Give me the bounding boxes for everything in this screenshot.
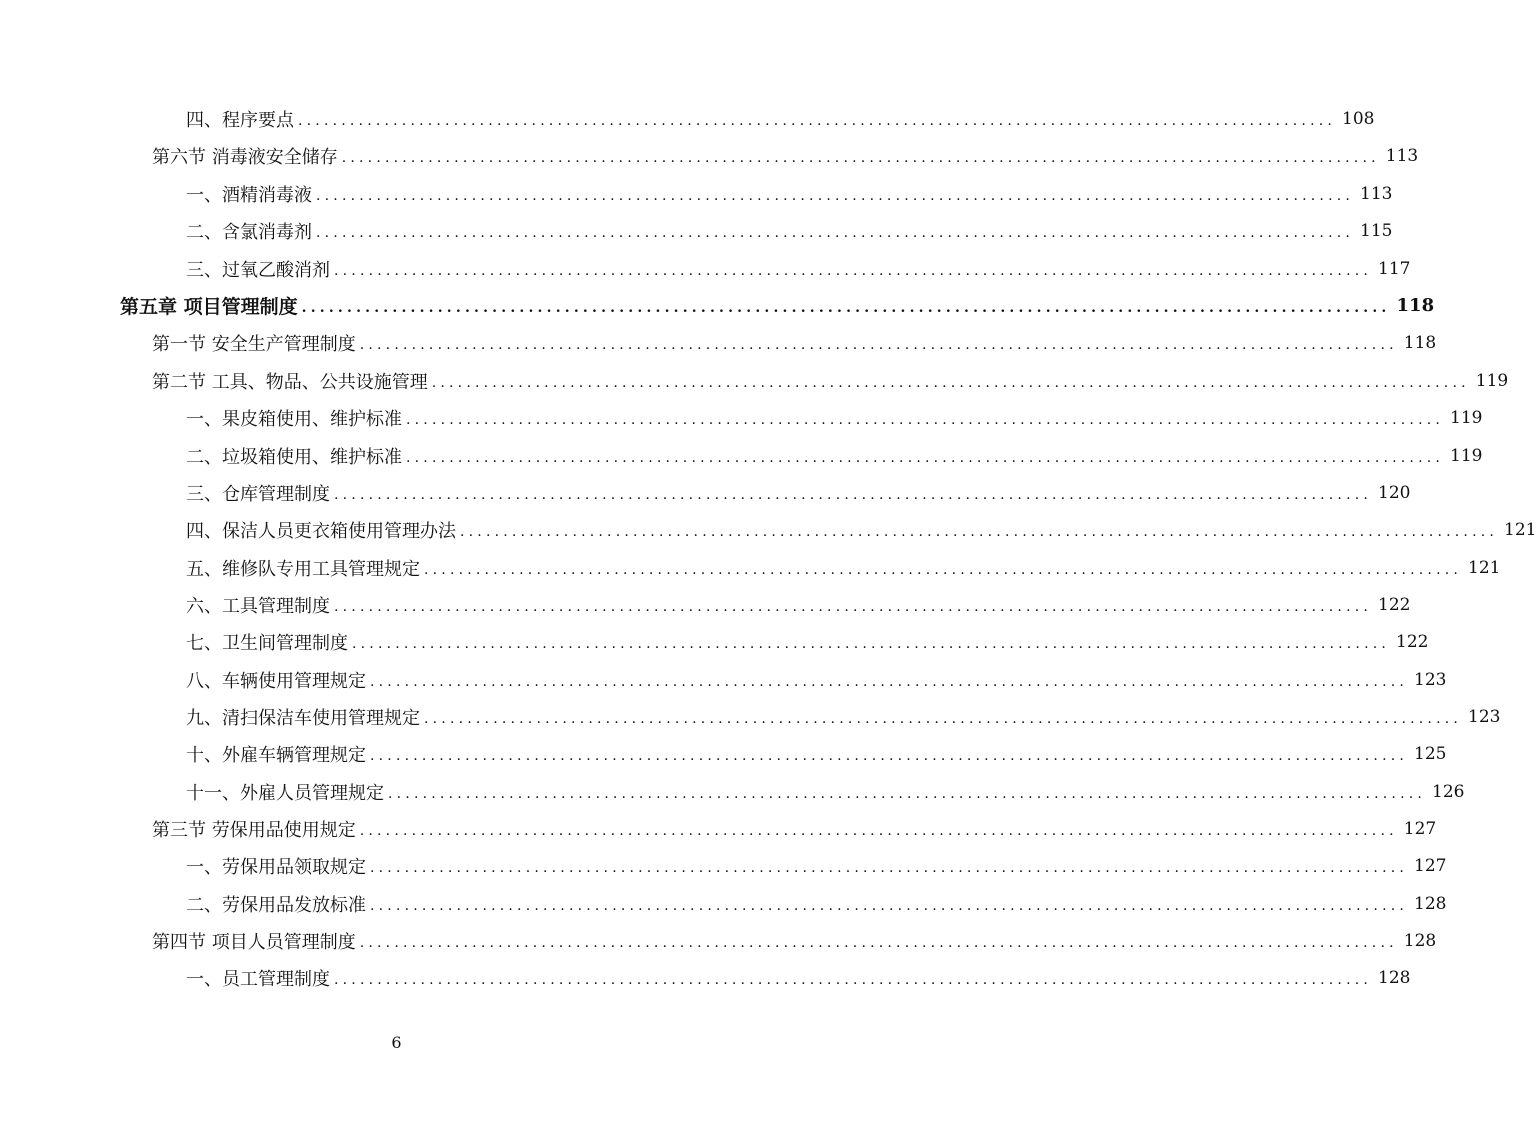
toc-entry-title: 三、过氧乙酸消剂 [186, 259, 330, 281]
toc-entry-item[interactable] [186, 400, 1483, 437]
toc-dot-leader: ........................................................................................................................ [359, 337, 1398, 353]
toc-dot-leader: ........................................................................................................................ [334, 262, 1373, 279]
toc-entry-page: 108 [1342, 108, 1375, 129]
toc-entry-page: 128 [1403, 930, 1437, 951]
toc-entry-title: 第五章 项目管理制度 [120, 296, 298, 318]
toc-dot-leader: ........................................................................................................................ [298, 112, 1337, 129]
toc-dot-leader: ........................................................................................................................ [424, 561, 1463, 578]
toc-entry-title: 一、酒精消毒液 [186, 184, 312, 206]
toc-dot-leader: ........................................................................................................................ [424, 710, 1463, 727]
toc-entry-item[interactable] [186, 586, 1411, 623]
toc-dot-leader: ........................................................................................................................ [460, 524, 1499, 540]
toc-entry-item[interactable] [186, 773, 1465, 810]
toc-entry-title: 第一节 安全生产管理制度 [152, 334, 356, 355]
toc-entry-page: 127 [1414, 856, 1447, 876]
toc-dot-leader: ........................................................................................................................ [316, 225, 1355, 241]
toc-dot-leader: ........................................................................................................................ [341, 150, 1380, 166]
toc-entry-section[interactable] [152, 810, 1437, 847]
toc-entry-title: 四、程序要点 [186, 109, 294, 131]
toc-entry-page: 123 [1468, 706, 1501, 727]
toc-entry-title: 第四节 项目人员管理制度 [152, 931, 356, 953]
toc-entry-page: 121 [1504, 520, 1536, 540]
toc-entry-page: 122 [1378, 594, 1411, 615]
toc-entry-item[interactable] [186, 698, 1501, 735]
toc-entry-title: 八、车辆使用管理规定 [186, 670, 366, 692]
toc-entry-page: 125 [1414, 744, 1447, 764]
toc-entry-title: 十、外雇车辆管理规定 [186, 745, 366, 766]
toc-entry-page: 117 [1378, 258, 1411, 279]
toc-entry-page: 119 [1450, 445, 1483, 466]
toc-entry-title: 二、劳保用品发放标准 [186, 894, 366, 916]
toc-dot-leader: ........................................................................................................................ [370, 860, 1409, 876]
toc-dot-leader: ........................................................................................................................ [359, 934, 1398, 951]
toc-entry-page: 113 [1385, 146, 1419, 166]
toc-entry-item[interactable] [186, 736, 1447, 773]
toc-entry-title: 一、果皮箱使用、维护标准 [186, 409, 402, 430]
toc-entry-page: 123 [1414, 669, 1447, 690]
toc-entry-title: 第六节 消毒液安全储存 [152, 147, 338, 168]
toc-entry-item[interactable] [186, 437, 1483, 474]
toc-dot-leader: ........................................................................................................................ [370, 748, 1409, 764]
toc-entry-section[interactable] [152, 138, 1419, 175]
toc-entry-title: 十一、外雇人员管理规定 [186, 782, 384, 804]
toc-entry-chapter[interactable] [120, 287, 1435, 324]
toc-entry-title: 九、清扫保洁车使用管理规定 [186, 707, 420, 729]
toc-entry-page: 127 [1403, 818, 1437, 839]
toc-entry-title: 二、垃圾箱使用、维护标准 [186, 446, 402, 468]
toc-entry-item[interactable] [186, 175, 1393, 212]
toc-entry-title: 五、维修队专用工具管理规定 [186, 558, 420, 580]
toc-entry-page: 128 [1414, 893, 1447, 914]
toc-entry-page: 121 [1468, 557, 1501, 578]
toc-entry-page: 118 [1396, 295, 1435, 316]
toc-entry-page: 126 [1432, 781, 1465, 802]
toc-entry-page: 118 [1403, 333, 1437, 353]
toc-entry-item[interactable] [186, 512, 1536, 549]
toc-entry-page: 120 [1378, 482, 1411, 503]
toc-entry-item[interactable] [186, 960, 1411, 997]
toc-dot-leader: ........................................................................................................................ [352, 636, 1391, 652]
toc-entry-item[interactable] [186, 885, 1447, 922]
toc-dot-leader: ........................................................................................................................ [334, 486, 1373, 503]
toc-entry-title: 一、劳保用品领取规定 [186, 857, 366, 878]
toc-entry-title: 四、保洁人员更衣箱使用管理办法 [186, 521, 456, 542]
toc-entry-page: 122 [1396, 632, 1429, 652]
toc-entry-item[interactable] [186, 250, 1411, 287]
toc-entry-item[interactable] [186, 213, 1393, 250]
toc-entry-page: 113 [1360, 183, 1393, 204]
toc-entry-title: 七、卫生间管理制度 [186, 633, 348, 654]
toc-entry-page: 128 [1378, 968, 1411, 988]
toc-entry-item[interactable] [186, 474, 1411, 511]
toc-dot-leader: ........................................................................................................................ [316, 187, 1355, 204]
toc-entry-item[interactable] [186, 100, 1375, 137]
toc-entry-item[interactable] [186, 848, 1447, 885]
toc-dot-leader: ........................................................................................................................ [370, 897, 1409, 914]
toc-entry-title: 一、员工管理制度 [186, 969, 330, 990]
toc-entry-section[interactable] [152, 922, 1437, 959]
toc-entry-item[interactable] [186, 661, 1447, 698]
toc-entry-page: 119 [1475, 370, 1509, 391]
toc-entry-title: 二、含氯消毒剂 [186, 222, 312, 243]
toc-entry-item[interactable] [186, 549, 1501, 586]
toc-entry-title: 第二节 工具、物品、公共设施管理 [152, 371, 428, 393]
toc-entry-page: 115 [1360, 221, 1393, 241]
toc-dot-leader: ........................................................................................................................ [406, 412, 1445, 428]
toc-dot-leader: ........................................................................................................................ [406, 449, 1445, 466]
toc-entry-section[interactable] [152, 325, 1437, 362]
toc-dot-leader: ........................................................................................................................ [359, 822, 1398, 839]
toc-entry-title: 三、仓库管理制度 [186, 483, 330, 505]
toc-entry-title: 六、工具管理制度 [186, 595, 330, 617]
toc-entry-page: 119 [1450, 408, 1483, 428]
toc-dot-leader: ........................................................................................................................ [334, 972, 1373, 988]
toc-entry-section[interactable] [152, 362, 1509, 399]
page-number: 6 [391, 1033, 402, 1052]
toc-dot-leader: ........................................................................................................................ [370, 673, 1409, 690]
toc-dot-leader: ........................................................................................................................ [301, 299, 1391, 316]
toc-dot-leader: ........................................................................................................................ [388, 785, 1427, 802]
toc-dot-leader: ........................................................................................................................ [334, 598, 1373, 615]
toc-dot-leader: ........................................................................................................................ [431, 374, 1470, 391]
toc-entry-title: 第三节 劳保用品使用规定 [152, 819, 356, 841]
toc-entry-item[interactable] [186, 624, 1429, 661]
